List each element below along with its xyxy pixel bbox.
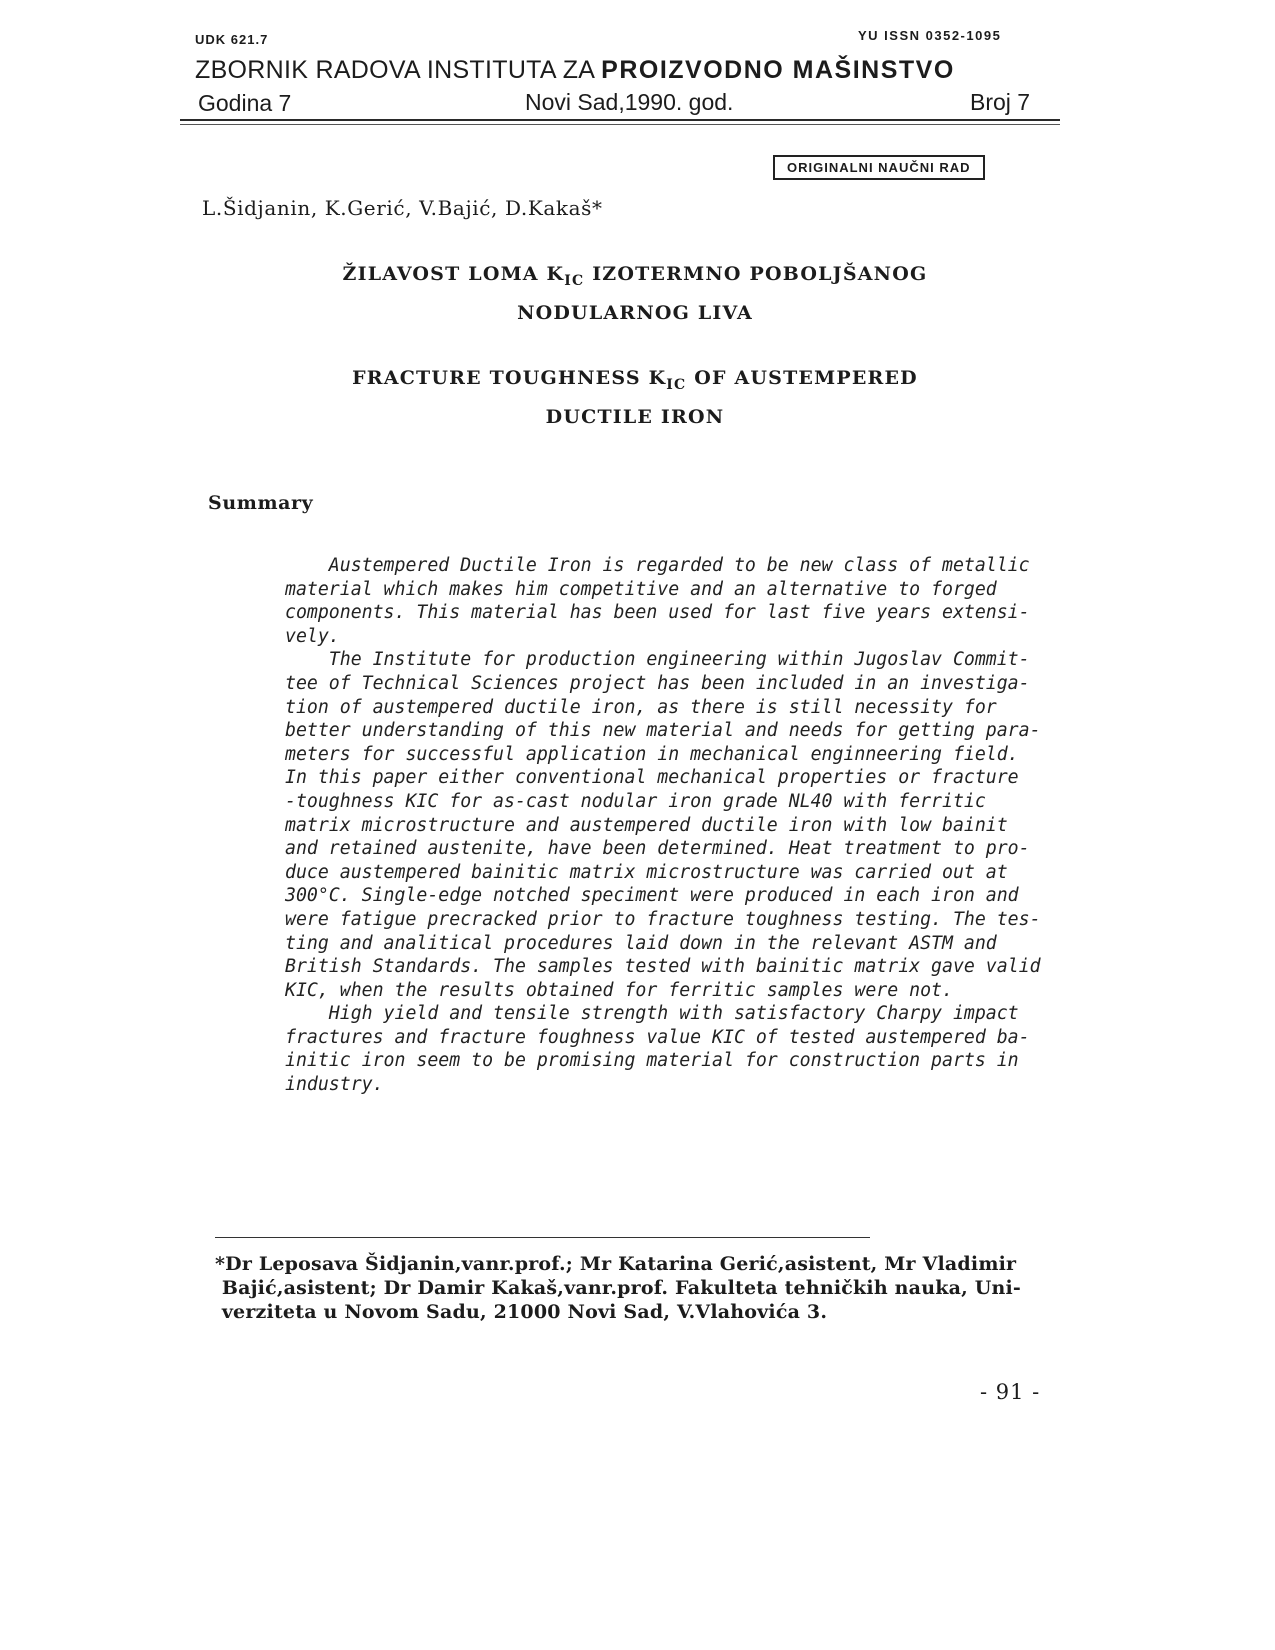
abstract-line: British Standards. The samples tested with bainitic matrix gave valid [285,956,1041,978]
abstract-line: fractures and fracture foughness value KIC of tested austempered ba- [285,1026,1030,1048]
abstract-line: High yield and tensile strength with satisfactory Charpy impact [285,1003,1019,1025]
issn-code: YU ISSN 0352-1095 [858,28,1002,43]
journal-year: Godina 7 [198,90,292,116]
header-rule [180,119,1060,121]
page-number: - 91 - [980,1380,1041,1404]
summary-heading: Summary [208,492,314,514]
abstract-line: were fatigue precracked prior to fracture toughness testing. The tes- [285,908,1041,930]
footnote-rule [215,1237,870,1238]
authors: L.Šidjanin, K.Gerić, V.Bajić, D.Kakaš* [202,196,603,220]
abstract-line: better understanding of this new material and needs for getting para- [285,720,1041,742]
abstract-line: Austempered Ductile Iron is regarded to be new class of metallic [285,555,1030,576]
title-english-line2: DUCTILE IRON [545,405,725,428]
abstract-line: KIC, when the results obtained for ferritic samples were not. [285,979,953,1001]
journal-title-bold: PROIZVODNO MAŠINSTVO [601,56,955,84]
title-english [200,362,1070,433]
journal-place-date: Novi Sad,1990. god. [525,89,734,115]
abstract-line: ting and analitical procedures laid down in the relevant ASTM and [285,932,997,954]
journal-title-prefix: ZBORNIK RADOVA INSTITUTA ZA [195,56,602,84]
footnote-line: verziteta u Novom Sadu, 21000 Novi Sad, V.Vlahovića 3. [215,1301,828,1323]
journal-title [195,56,955,85]
abstract-line: duce austempered bainitic matrix microstructure was carried out at [285,861,1008,883]
footnote-line: Bajić,asistent; Dr Damir Kakaš,vanr.prof. Fakulteta tehničkih nauka, Uni- [215,1277,1021,1299]
abstract-line: matrix microstructure and austempered ductile iron with low bainit [285,814,1008,836]
abstract-line: The Institute for production engineering within Jugoslav Commit- [285,649,1030,671]
abstract-text [285,554,1105,1097]
abstract-line: industry. [285,1074,384,1096]
header-rule-thin [180,124,1060,125]
abstract-line: tee of Technical Sciences project has been included in an investiga- [285,672,1030,694]
title-serbian [200,258,1070,329]
abstract-line: initic iron seem to be promising material for construction parts in [285,1050,1019,1072]
journal-issue: Broj 7 [970,89,1031,115]
abstract-line: and retained austenite, have been determined. Heat treatment to pro- [285,838,1030,860]
article-type-badge: ORIGINALNI NAUČNI RAD [773,155,985,180]
title-serbian-line1: ŽILAVOST LOMA $K_{IC}$ IZOTERMNO POBOLJŠANOG [342,263,928,289]
title-serbian-line2: NODULARNOG LIVA [517,301,753,324]
title-english-line1: FRACTURE TOUGHNESS $K_{IC}$ OF AUSTEMPERED [352,367,918,393]
abstract-line: -toughness KIC for as-cast nodular iron grade NL40 with ferritic [285,790,986,812]
udk-code: UDK 621.7 [195,32,269,47]
abstract-line: material which makes him competitive and an alternative to forged [285,578,997,600]
abstract-line: vely. [285,625,340,647]
abstract-line: components. This material has been used for last five years extensi- [285,602,1030,624]
footnote [215,1252,1105,1324]
abstract-line: tion of austempered ductile iron, as there is still necessity for [285,696,997,718]
abstract-line: 300°C. Single-edge notched speciment were produced in each iron and [285,885,1019,907]
footnote-line: *Dr Leposava Šidjanin,vanr.prof.; Mr Katarina Gerić,asistent, Mr Vladimir [215,1253,1017,1275]
abstract-line: In this paper either conventional mechanical properties or fracture [285,767,1019,789]
abstract-line: meters for successful application in mechanical enginneering field. [285,743,1019,765]
